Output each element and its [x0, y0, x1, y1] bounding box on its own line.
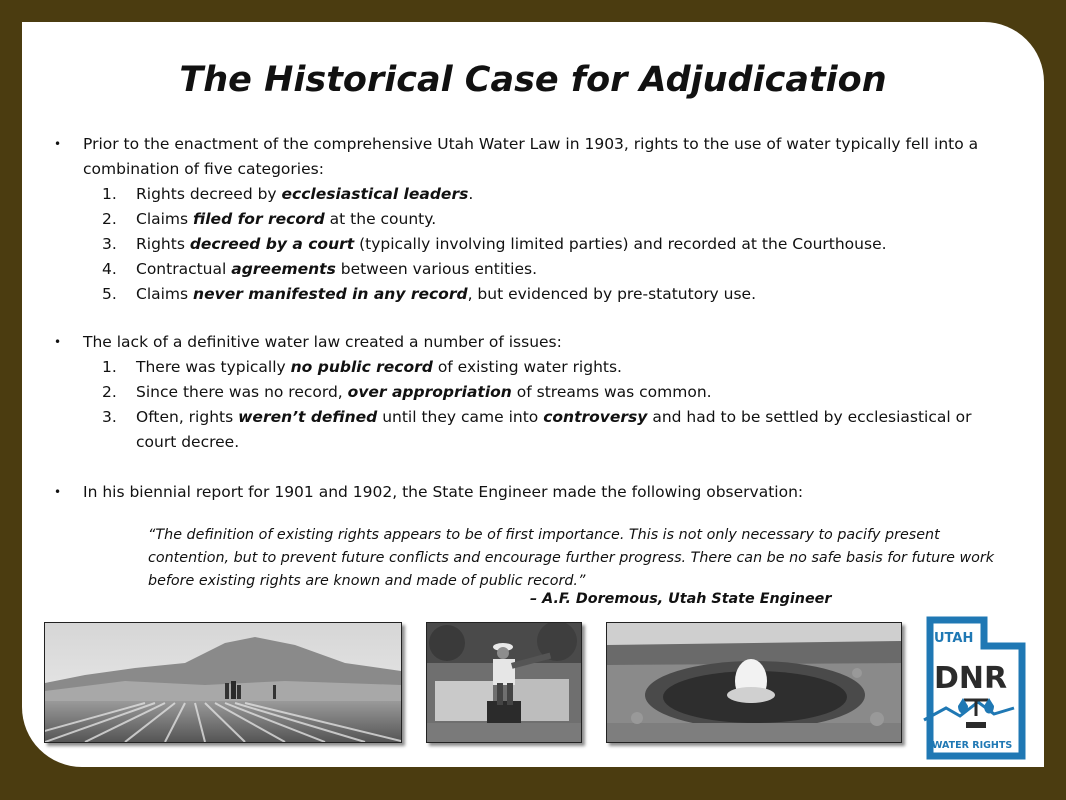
slide	[22, 22, 1044, 767]
list-item: 1. There was typically no public record of existing water rights.	[102, 358, 622, 376]
category-list	[54, 182, 1014, 307]
logo-main-text: DNR	[934, 661, 1008, 696]
quote-text: “The definition of existing rights appears to be of first importance. This is not only necessary to pacify present contention, but to prevent future conflicts and encourage further progress. There can be no safe basis for future work before existing rights are known and made of public record.”	[148, 527, 995, 589]
slide-title: The Historical Case for Adjudication	[179, 60, 887, 100]
bullet-dot: •	[54, 137, 62, 151]
list-item: 1. Rights decreed by ecclesiastical leaders.	[102, 185, 474, 203]
bullet-dot: •	[54, 485, 62, 499]
issues-list	[54, 355, 1014, 455]
headgate-worker-photo	[426, 622, 582, 743]
bullet-text: The lack of a definitive water law created a number of issues:	[83, 333, 562, 351]
list-item: 4. Contractual agreements between various entities.	[102, 260, 538, 278]
bullet-text: In his biennial report for 1901 and 1902, the State Engineer made the following observation:	[83, 483, 804, 501]
farm-field-photo	[44, 622, 402, 743]
artesian-spring-photo	[606, 622, 902, 743]
utah-dnr-water-rights-logo	[918, 616, 1036, 760]
list-item: 3. Rights decreed by a court (typically involving limited parties) and recorded at the Courthouse.	[102, 235, 887, 253]
bullet-pre-1903-categories	[54, 132, 1014, 307]
logo-top-text: UTAH	[934, 631, 974, 646]
list-item: 5. Claims never manifested in any record, but evidenced by pre-statutory use.	[102, 285, 757, 303]
bullet-state-engineer	[54, 480, 1014, 505]
bullet-dot: •	[54, 335, 62, 349]
quote-attribution: – A.F. Doremous, Utah State Engineer	[530, 591, 832, 607]
bullet-text: Prior to the enactment of the comprehensive Utah Water Law in 1903, rights to the use of water typically fell into a combination of five categories:	[83, 135, 979, 178]
logo-bottom-text: WATER RIGHTS	[932, 740, 1013, 751]
list-item: 2. Claims filed for record at the county.	[102, 210, 437, 228]
list-item: 2. Since there was no record, over appropriation of streams was common.	[102, 383, 712, 401]
bullet-issues	[54, 330, 1014, 455]
list-item: 3. Often, rights weren’t defined until they came into controversy and had to be settled by ecclesiastical or court decree.	[102, 408, 972, 451]
